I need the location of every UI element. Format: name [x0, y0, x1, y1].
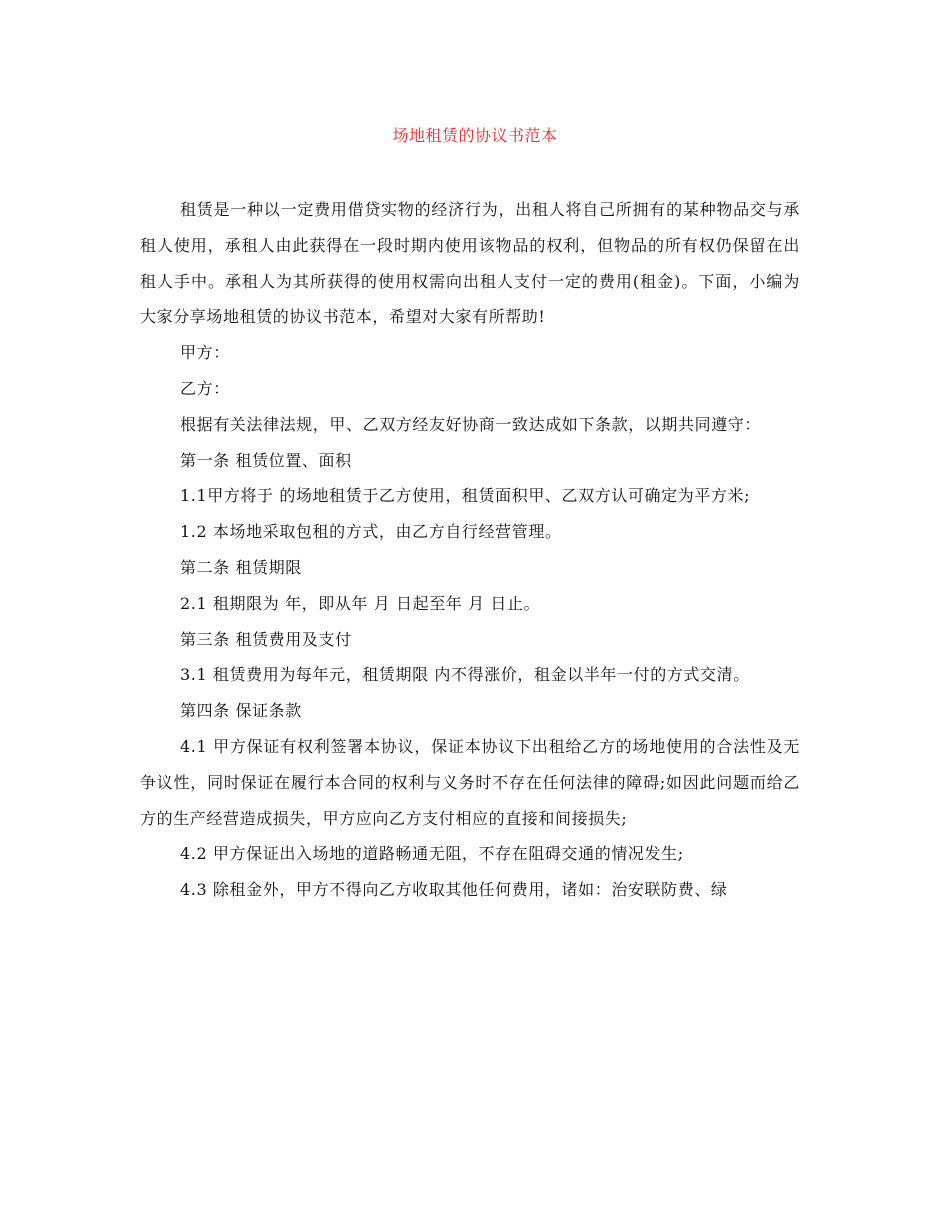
article-2-heading: 第二条 租赁期限 — [180, 557, 302, 577]
paragraph-intro: 租赁是一种以一定费用借贷实物的经济行为，出租人将自己所拥有的某种物品交与承租人使用，承租人由此获得在一段时期内使用该物品的权利，但物品的所有权仍保留在出租人手中。承租人为其所获得的使用权需向出租人支付一定的费用(租金)。下面，小编为大家分享场地租赁的协议书范本，希望对大家有所帮助! — [140, 200, 800, 327]
document-body — [140, 192, 800, 908]
clause-4-3: 4.3 除租金外，甲方不得向乙方收取其他任何费用，诸如：治安联防费、绿 — [180, 880, 728, 900]
article-1-heading: 第一条 租赁位置、面积 — [180, 450, 352, 470]
paragraph-party-a: 甲方： — [180, 343, 230, 363]
paragraph-party-b: 乙方： — [180, 378, 230, 398]
clause-1-2: 1.2 本场地采取包租的方式，由乙方自行经营管理。 — [180, 522, 562, 542]
clause-4-1: 4.1 甲方保证有权利签署本协议，保证本协议下出租给乙方的场地使用的合法性及无争议性，同时保证在履行本合同的权利与义务时不存在任何法律的障碍;如因此问题而给乙方的生产经营造成损失，甲方应向乙方支付相应的直接和间接损失; — [140, 736, 800, 828]
clause-2-1: 2.1 租期限为 年，即从年 月 日起至年 月 日止。 — [180, 593, 541, 613]
paragraph-agreement-basis: 根据有关法律法规，甲、乙双方经友好协商一致达成如下条款，以期共同遵守： — [180, 414, 762, 434]
article-3-heading: 第三条 租赁费用及支付 — [180, 629, 352, 649]
clause-1-1: 1.1甲方将于 的场地租赁于乙方使用，租赁面积甲、乙双方认可确定为平方米; — [180, 486, 751, 506]
document-title: 场地租赁的协议书范本 — [392, 126, 558, 145]
clause-4-2: 4.2 甲方保证出入场地的道路畅通无阻，不存在阻碍交通的情况发生; — [180, 844, 684, 864]
clause-3-1: 3.1 租赁费用为每年元，租赁期限 内不得涨价，租金以半年一付的方式交清。 — [180, 665, 750, 685]
article-4-heading: 第四条 保证条款 — [180, 701, 302, 721]
